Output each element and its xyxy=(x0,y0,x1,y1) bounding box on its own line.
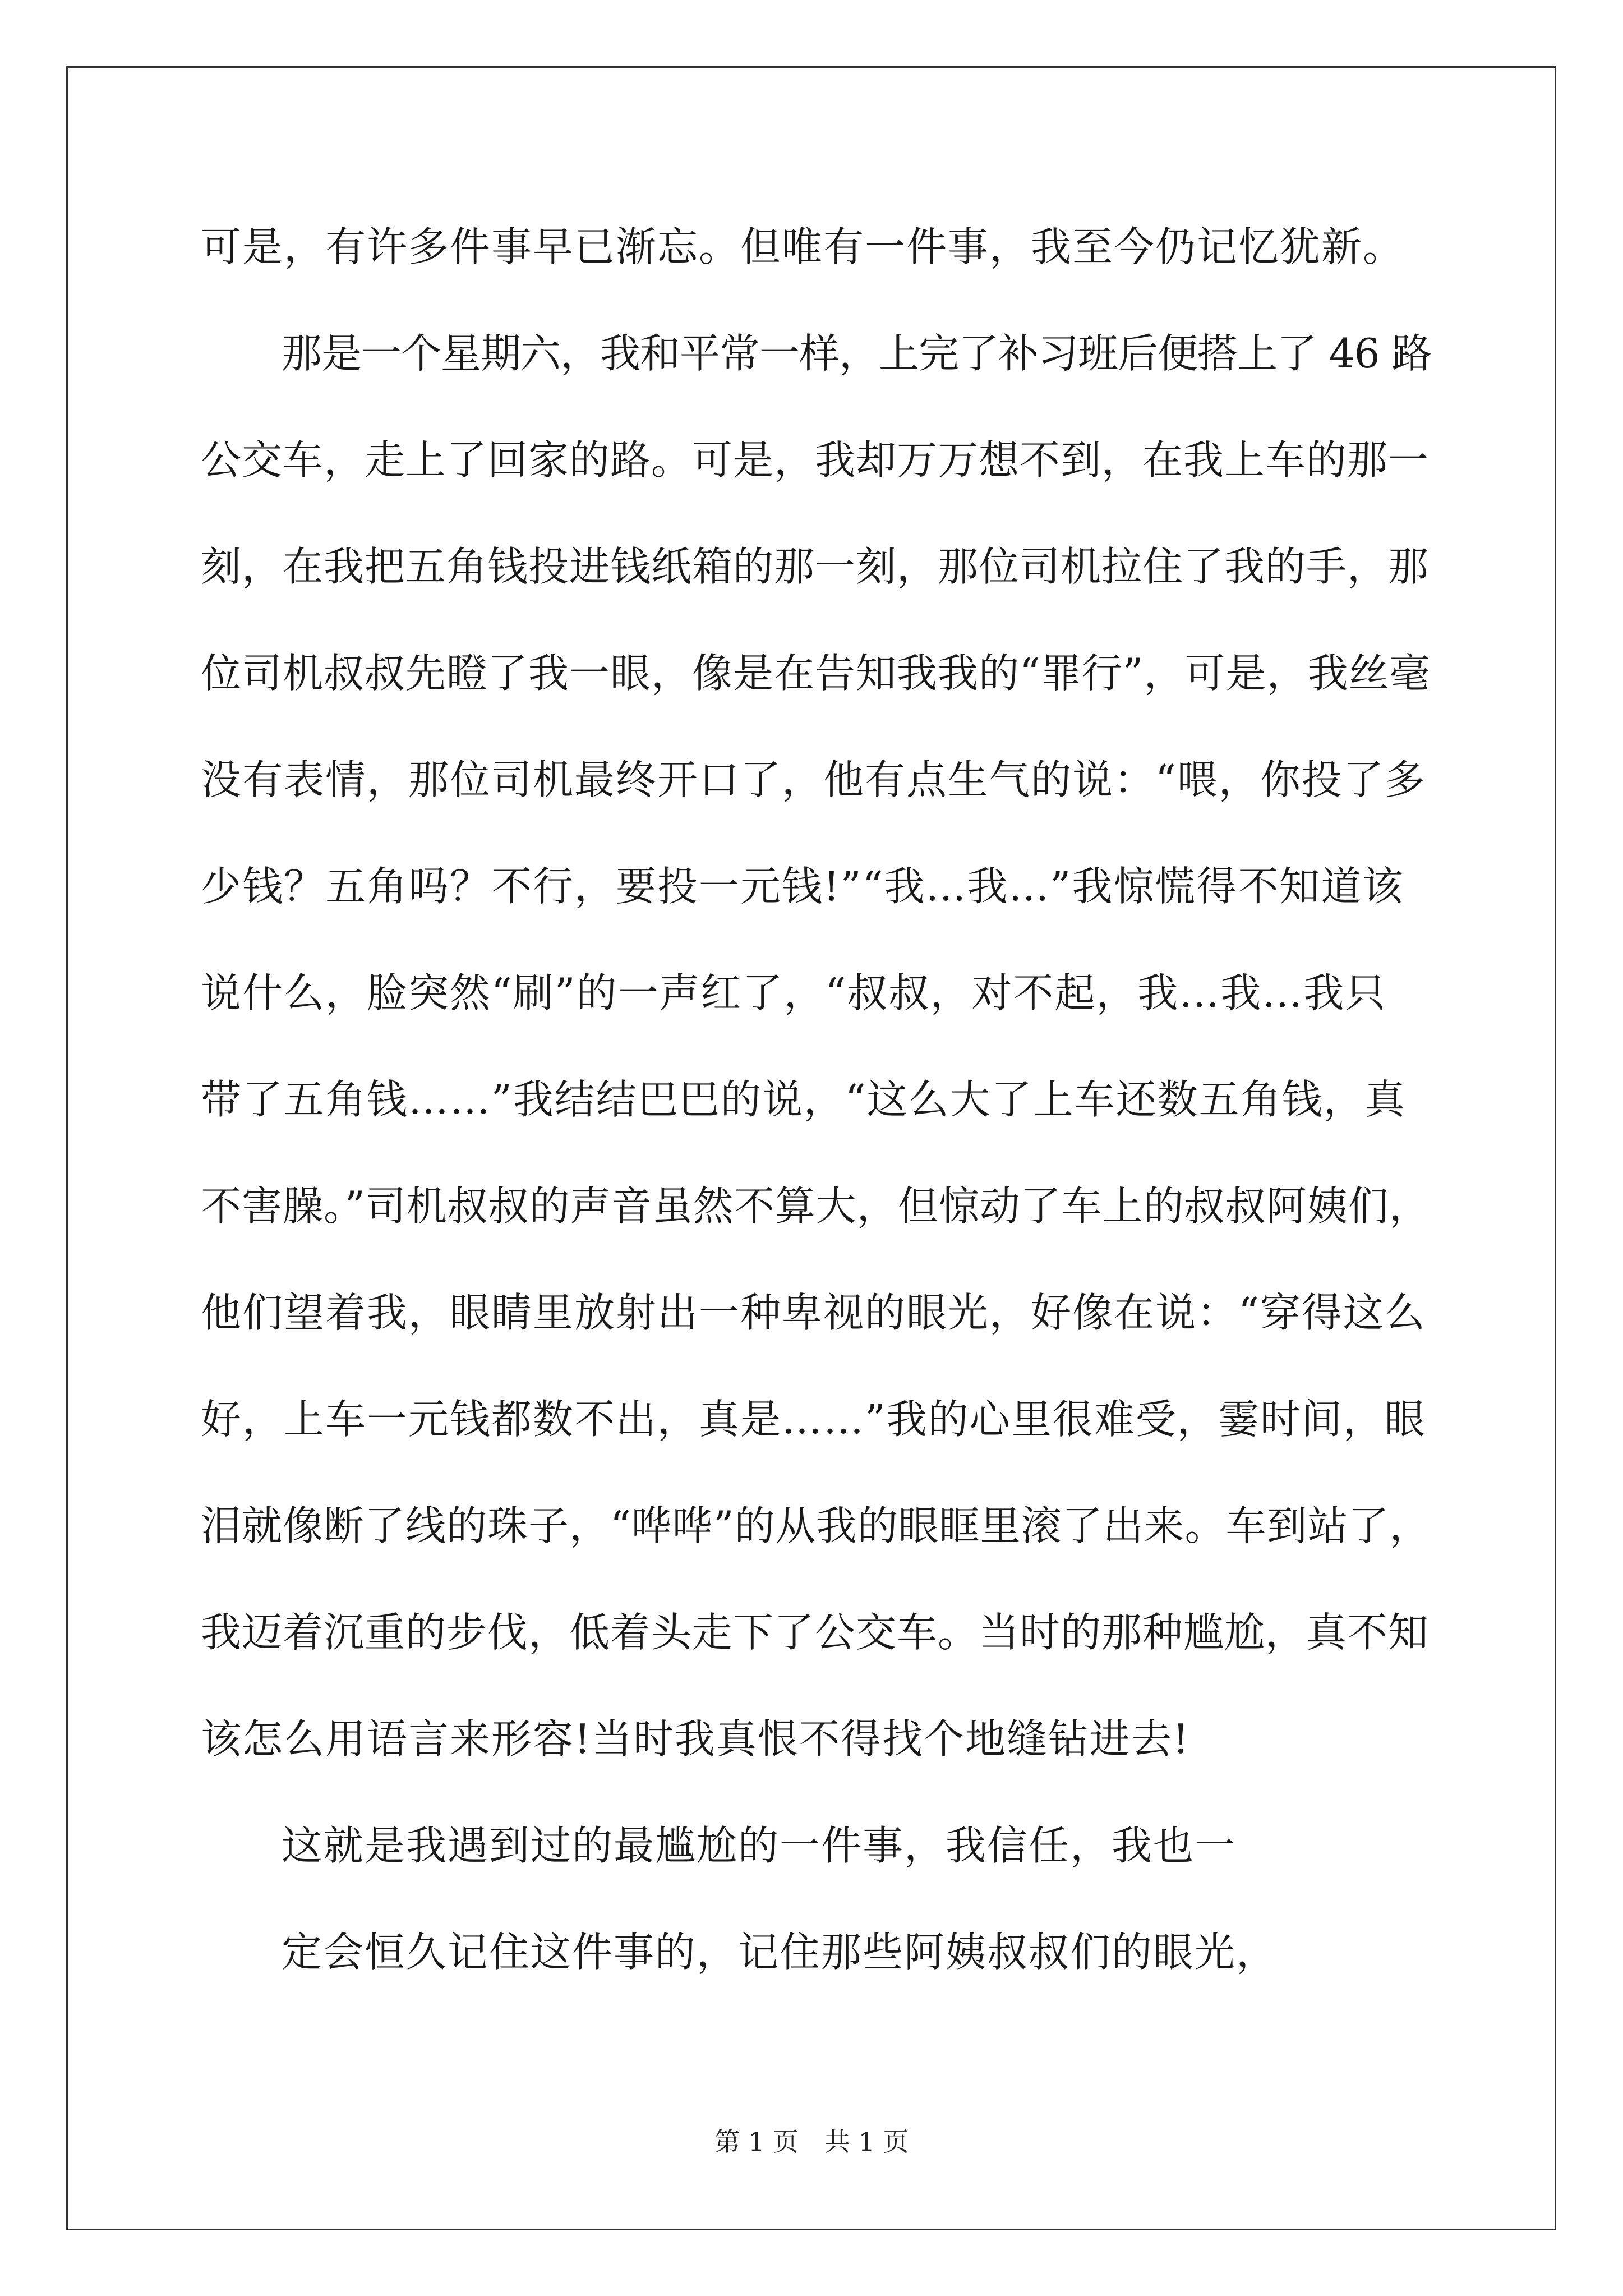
text-line: 位司机叔叔先瞪了我一眼，像是在告知我我的“罪行”，可是，我丝毫 xyxy=(201,650,1431,697)
text-line: 定会恒久记住这件事的，记住那些阿姨叔叔们的眼光， xyxy=(282,1929,1278,1976)
text-line: 少钱？五角吗？不行，要投一元钱!”“我…我…”我惊慌得不知道该 xyxy=(201,863,1404,910)
text-line: 我迈着沉重的步伐，低着头走下了公交车。当时的那种尴尬，真不知 xyxy=(201,1609,1430,1656)
paragraph-start-line: 这就是我遇到过的最尴尬的一件事，我信任，我也一 xyxy=(282,1822,1237,1869)
text-line: 好，上车一元钱都数不出，真是……”我的心里很难受，霎时间，眼 xyxy=(201,1396,1426,1443)
text-line: 泪就像断了线的珠子，“哗哗”的从我的眼眶里滚了出来。车到站了， xyxy=(201,1502,1431,1549)
text-line: 带了五角钱……”我结结巴巴的说，“这么大了上车还数五角钱，真 xyxy=(201,1076,1407,1123)
text-line: 不害臊。”司机叔叔的声音虽然不算大，但惊动了车上的叔叔阿姨们， xyxy=(201,1182,1430,1230)
paragraph-start-line: 那是一个星期六，我和平常一样，上完了补习班后便搭上了 46 路 xyxy=(282,330,1432,377)
text-line: 可是，有许多件事早已渐忘。但唯有一件事，我至今仍记忆犹新。 xyxy=(201,223,1405,270)
text-line: 他们望着我，眼睛里放射出一种卑视的眼光，好像在说：“穿得这么 xyxy=(201,1289,1426,1336)
text-line: 没有表情，那位司机最终开口了，他有点生气的说：“喂，你投了多 xyxy=(201,756,1426,803)
page-number-footer: 第 1 页 共 1 页 xyxy=(714,2127,909,2157)
text-line: 说什么，脸突然“刷”的一声红了，“叔叔，对不起，我…我…我只 xyxy=(201,969,1387,1016)
text-line: 刻，在我把五角钱投进钱纸箱的那一刻，那位司机拉住了我的手，那 xyxy=(201,543,1430,590)
text-line: 该怎么用语言来形容!当时我真恨不得找个地缝钻进去! xyxy=(201,1715,1190,1763)
text-line: 公交车，走上了回家的路。可是，我却万万想不到，在我上车的那一 xyxy=(201,436,1430,484)
